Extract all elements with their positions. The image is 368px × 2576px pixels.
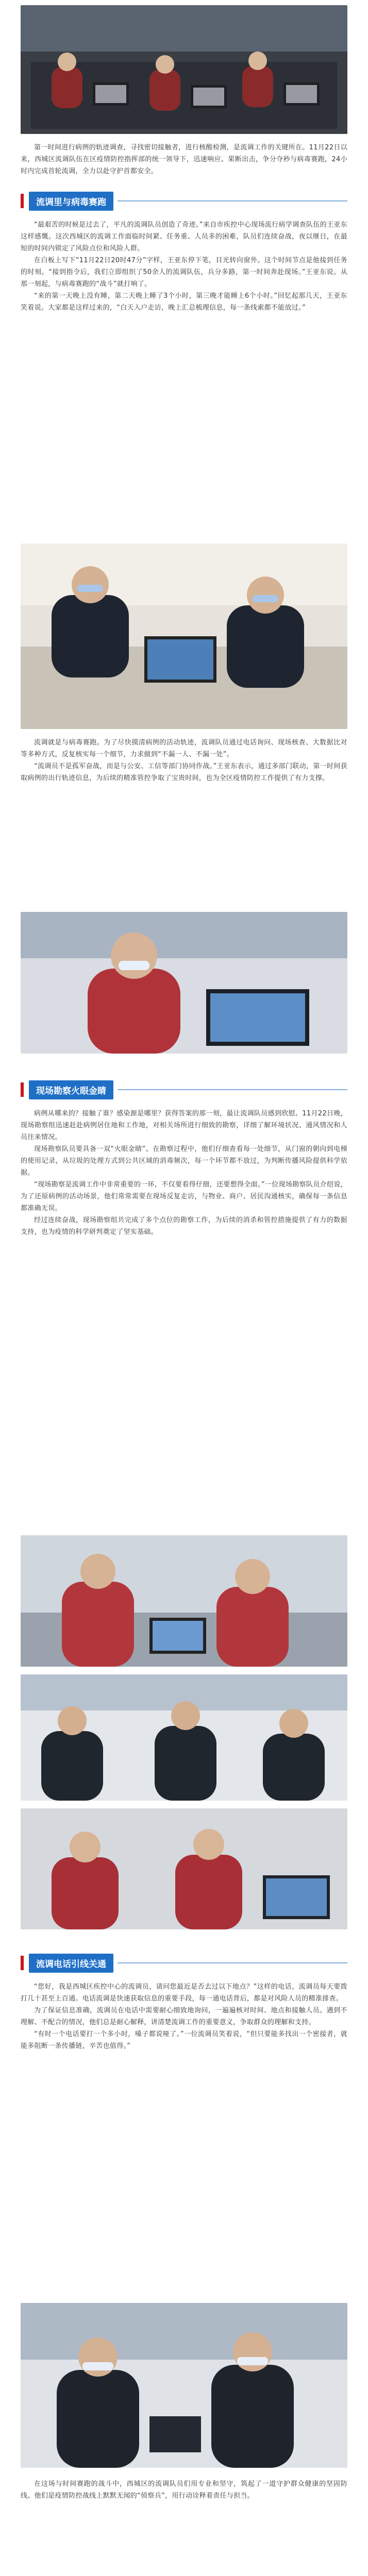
section-title-3: 流调电话引线关通	[29, 1954, 113, 1973]
heading-mark	[21, 1956, 24, 1970]
heading-mark	[21, 194, 24, 208]
photo-team-discussion	[21, 1808, 347, 1929]
section-1-paragraph: 流调就是与病毒赛跑。为了尽快摸清病例的活动轨迹，流调队员通过电话询问、现场核查、大数据比对等多种方式，反复核实每一个细节，力求做到“不漏一人、不漏一处”。	[21, 739, 347, 758]
section-2-paragraph: 病例从哪来的？接触了谁？感染源是哪里？获得答案的那一刻，最让流调队员感到欣慰。11月22日晚，现场勘察组迅速赶赴病例居住地和工作地，对相关场所进行细致的勘察，详细了解环境状况、通风情况和人员往来情况。	[21, 1110, 347, 1141]
heading-mark	[21, 1082, 24, 1097]
section-2-paragraph: 经过连续奋战，现场勘察组共完成了多个点位的勘察工作，为后续的消杀和管控措施提供了有力的数据支持，也为疫情的科学研判奠定了坚实基础。	[21, 1216, 347, 1236]
intro-section	[21, 142, 347, 177]
section-3-paragraph: “您好，我是西城区疾控中心的流调员，请问您最近是否去过以下地点？”这样的电话，流调员每天要拨打几十甚至上百通。电话流调是快速获取信息的重要手段，每一通电话背后，都是对风险人员的精准排查。	[21, 1983, 347, 2003]
photo-worker-headset	[21, 912, 347, 1054]
section-3-paragraph: “有时一个电话要打一个多小时，嗓子都说哑了。”一位流调员笑着说，“但只要能多找出一个密接者，就能多阻断一条传播链，辛苦也值得。”	[21, 2030, 347, 2050]
section-1-body-2	[21, 737, 347, 784]
section-title-2: 现场勘察火眼金睛	[29, 1080, 113, 1099]
section-1-paragraph: “流调员不是孤军奋战，而是与公安、工信等部门协同作战。”王亚东表示，通过多部门联动，第一时间获取病例的出行轨迹信息，为后续的精准管控争取了宝贵时间，也为全区疫情防控工作提供了有力支撑。	[21, 762, 347, 782]
heading-rule	[118, 1962, 347, 1963]
section-1-body	[21, 219, 347, 314]
section-2-body	[21, 1108, 347, 1238]
section-title-1: 流调里与病毒赛跑	[29, 192, 113, 211]
section-3-paragraph: 在这场与时间赛跑的战斗中，西城区的流调队员们用专业和坚守，筑起了一道守护群众健康的坚固防线。他们是疫情防控战线上默默无闻的“侦察兵”，用行动诠释着责任与担当。	[21, 2480, 347, 2500]
intro-paragraph: 第一时间进行病例的轨迹调查，寻找密切接触者，进行核酸检测，是流调工作的关键所在。11月22日以来，西城区流调队伍在区疫情防控指挥部的统一领导下，迅速响应、果断出击，争分夺秒与病毒赛跑，24小时内完成首轮流调，全力以赴守护首都安全。	[21, 144, 347, 175]
section-1-paragraph: “来的第一天晚上没有睡，第二天晚上睡了3个小时，第三晚才能睡上6个小时。”回忆起那几天，王亚东笑着说。大家都是这样过来的，“白天入户走访，晚上汇总梳理信息，每一条线索都不能放过。”	[21, 292, 347, 312]
heading-rule	[118, 1089, 347, 1090]
section-3-paragraph: 为了保证信息准确，流调员在电话中需要耐心细致地询问，一遍遍核对时间、地点和接触人员。遇到不理解、不配合的情况，他们总是耐心解释，讲清楚流调工作的重要意义，争取群众的理解和支持。	[21, 2007, 347, 2026]
photo-on-site-survey	[21, 1535, 347, 1667]
section-2-paragraph: “现场勘察是流调工作中非常重要的一环，不仅要看得仔细，还要想得全面。”一位现场勘察队员介绍说，为了还原病例的活动场景，他们常常需要在现场反复走访，与物业、商户、居民沟通核实，确保每一条信息都准确无误。	[21, 1181, 347, 1212]
section-3-body-2	[21, 2478, 347, 2502]
section-3-body	[21, 1981, 347, 2052]
article	[21, 0, 347, 2576]
section-1-paragraph: “最艰苦的时候是过去了，平凡的流调队员创造了奇迹。”来自市疾控中心现场流行病学调查队伍的王亚东这样感慨。这次西城区的流调工作面临时间紧、任务重、人员多的困难，队员们连续奋战，夜以继日，在最短的时间内锁定了风险点位和风险人群。	[21, 221, 347, 252]
section-heading-1	[21, 191, 347, 211]
section-heading-3	[21, 1953, 347, 1973]
section-heading-2	[21, 1079, 347, 1100]
photo-team-meeting	[21, 5, 347, 134]
section-2-paragraph: 现场勘察队员要具备一双“火眼金睛”。在勘察过程中，他们仔细查看每一处细节，从门窗的朝向到电梯的使用记录，从垃圾的处理方式到公共区域的消毒频次，每一个环节都不放过，为判断传播风险提供科学依据。	[21, 1145, 347, 1177]
heading-rule	[118, 200, 347, 201]
section-1-paragraph: 在白板上写下“11月22日20时47分”字样，王亚东停下笔，目光转向窗外。这个时间节点是他接到任务的时刻。“接到指令后，我们立即组织了50余人的流调队伍，兵分多路，第一时间奔赴现场。”王亚东说。从那一刻起，与病毒赛跑的“战斗”就打响了。	[21, 257, 347, 288]
photo-office-workers	[21, 1674, 347, 1801]
photo-staff-at-computers	[21, 544, 347, 729]
photo-phone-tracing	[21, 2303, 347, 2468]
